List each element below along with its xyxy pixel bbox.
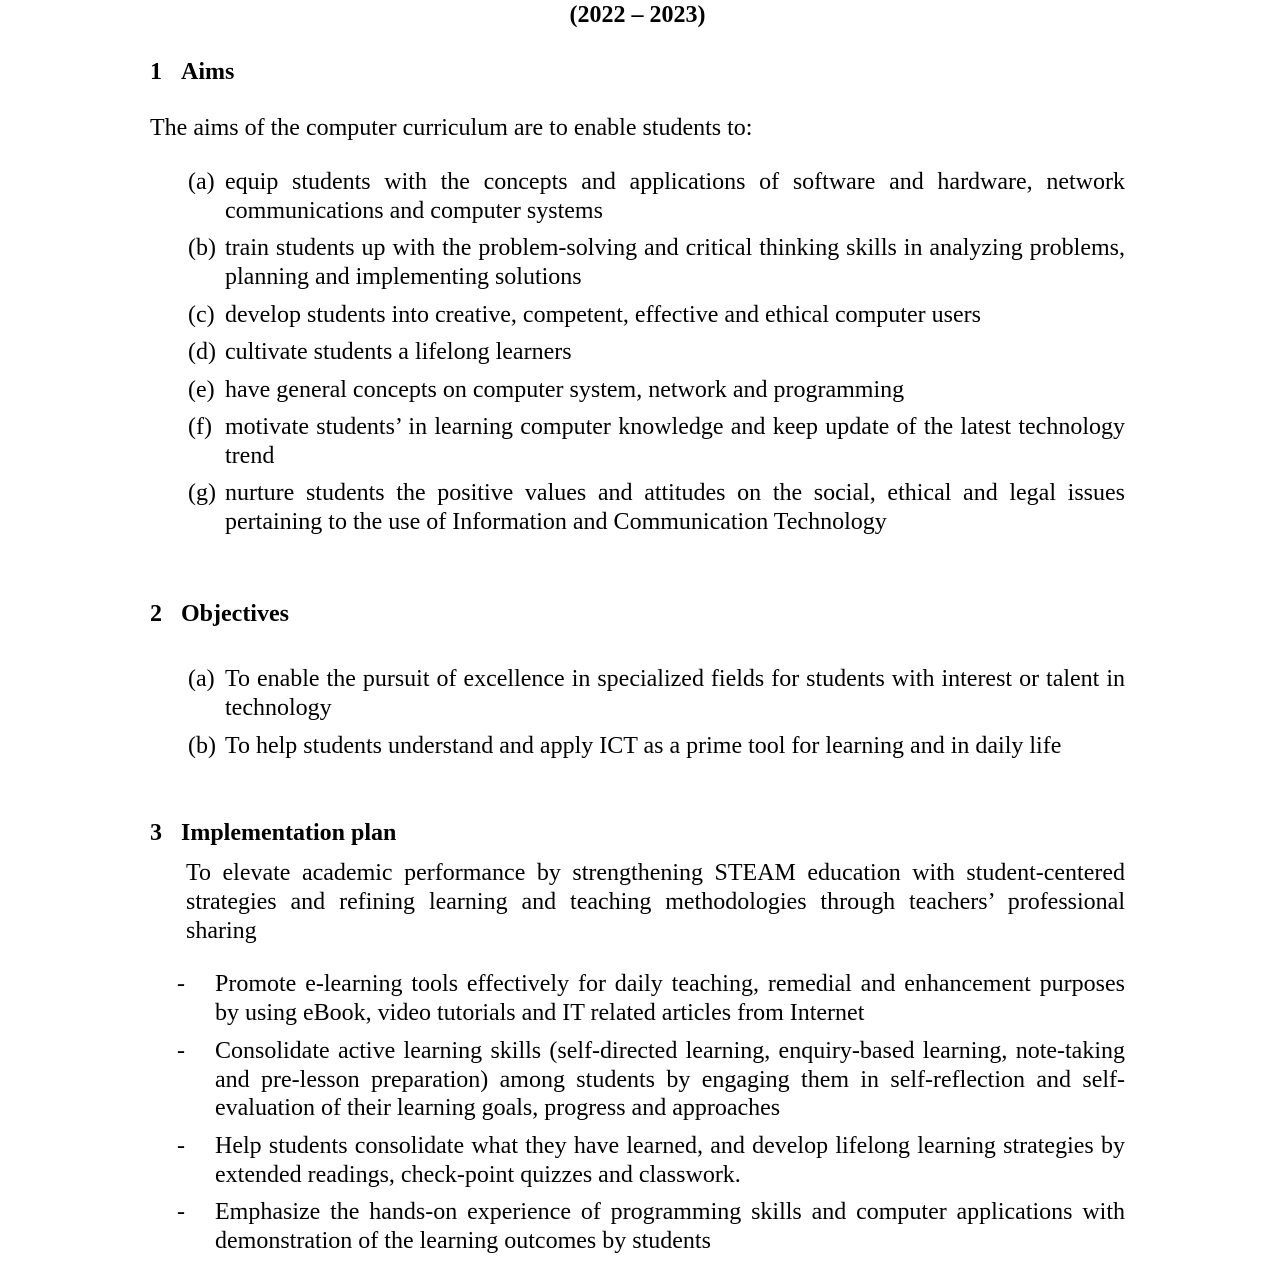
item-text: train students up with the problem-solving and critical thinking skills in analyzing problems, planning and implementing solutions	[225, 235, 1125, 290]
section-title: Aims	[181, 59, 235, 85]
bullet-text: Emphasize the hands-on experience of programming skills and computer applications with demonstration of the learning outcomes by students	[215, 1199, 1125, 1254]
aims-item-a	[188, 168, 1125, 226]
item-text: develop students into creative, competent, effective and ethical computer users	[225, 302, 981, 328]
objectives-item-b	[188, 732, 1125, 761]
section-number: 3	[150, 820, 162, 846]
section-heading-objectives	[150, 599, 289, 629]
year-heading: (2022 – 2023)	[569, 2, 706, 28]
bullet-marker: -	[177, 1133, 185, 1159]
item-text: have general concepts on computer system, network and programming	[225, 377, 905, 403]
aims-item-g	[188, 479, 1125, 537]
implementation-intro: To elevate academic performance by strengthening STEAM education with student-centered strategies and refining learning and teaching methodologies through teachers’ professional sharing	[186, 860, 1125, 944]
bullet-marker: -	[177, 971, 185, 997]
item-text: To help students understand and apply ICT as a prime tool for learning and in daily life	[225, 733, 1062, 759]
item-text: nurture students the positive values and attitudes on the social, ethical and legal issues pertaining to the use of Information and Communication Technology	[225, 480, 1125, 535]
aims-item-d	[188, 338, 1125, 367]
section-heading-aims	[150, 57, 234, 87]
aims-item-e	[188, 376, 1125, 405]
bullet-marker: -	[177, 1038, 185, 1064]
aims-item-f	[188, 413, 1125, 471]
section-title: Objectives	[181, 601, 289, 627]
bullet-text: Consolidate active learning skills (self-directed learning, enquiry-based learning, note-taking and pre-lesson preparation) among students by engaging them in self-reflection and self-evaluation of their learning goals, progress and approaches	[215, 1038, 1125, 1121]
implementation-bullet-1	[177, 970, 1125, 1027]
item-text: cultivate students a lifelong learners	[225, 339, 572, 365]
objectives-item-a	[188, 665, 1125, 723]
item-marker: (c)	[188, 302, 215, 328]
item-marker: (a)	[188, 666, 215, 692]
bullet-text: Help students consolidate what they have learned, and develop lifelong learning strategies by extended readings, check-point quizzes and classwork.	[215, 1133, 1125, 1188]
item-marker: (a)	[188, 169, 215, 195]
section-number: 1	[150, 59, 162, 85]
item-text: motivate students’ in learning computer knowledge and keep update of the latest technology trend	[225, 414, 1125, 469]
implementation-bullet-4	[177, 1198, 1125, 1255]
section-heading-implementation	[150, 818, 396, 848]
bullet-marker: -	[177, 1199, 185, 1225]
item-marker: (e)	[188, 377, 215, 403]
item-marker: (d)	[188, 339, 216, 365]
item-marker: (b)	[188, 235, 216, 261]
item-marker: (g)	[188, 480, 216, 506]
section-number: 2	[150, 601, 162, 627]
aims-item-b	[188, 234, 1125, 292]
bullet-text: Promote e-learning tools effectively for daily teaching, remedial and enhancement purposes by using eBook, video tutorials and IT related articles from Internet	[215, 971, 1125, 1026]
item-marker: (b)	[188, 733, 216, 759]
implementation-bullet-2	[177, 1037, 1125, 1123]
item-marker: (f)	[188, 414, 212, 440]
item-text: To enable the pursuit of excellence in specialized fields for students with interest or talent in technology	[225, 666, 1125, 721]
aims-item-c	[188, 301, 1125, 330]
item-text: equip students with the concepts and applications of software and hardware, network communications and computer systems	[225, 169, 1125, 224]
aims-intro: The aims of the computer curriculum are to enable students to:	[150, 115, 753, 141]
implementation-bullet-3	[177, 1132, 1125, 1189]
section-title: Implementation plan	[181, 820, 397, 846]
